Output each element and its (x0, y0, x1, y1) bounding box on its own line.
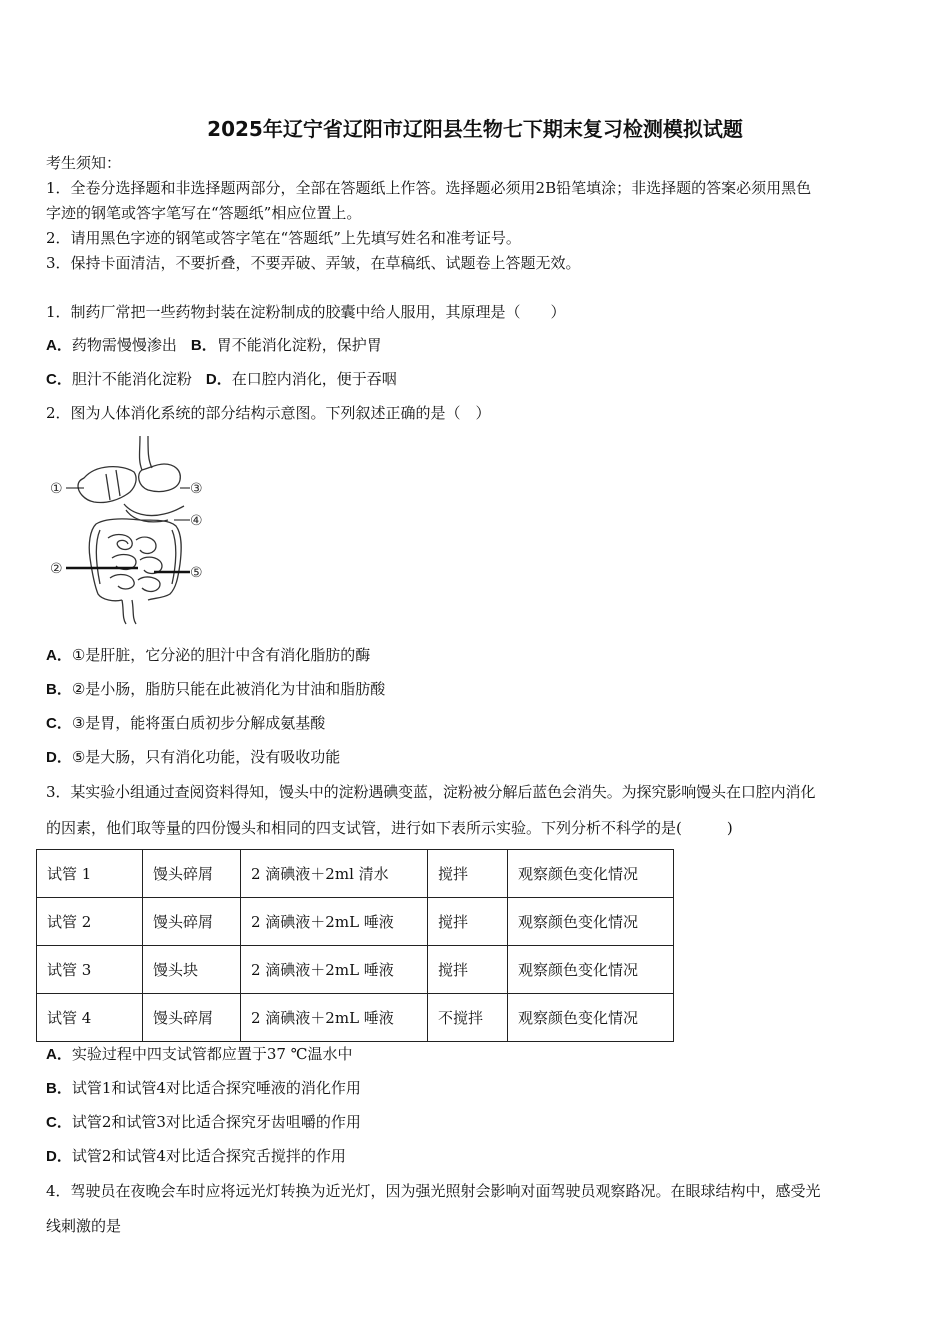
notice-item: 3．保持卡面清洁，不要折叠，不要弄破、弄皱，在草稿纸、试题卷上答题无效。 (46, 254, 581, 272)
question-2-option-a (46, 645, 370, 666)
notice-item: 2．请用黑色字迹的钢笔或答字笔在“答题纸”上先填写姓名和准考证号。 (46, 229, 521, 247)
table-cell: 搅拌 (428, 898, 508, 946)
option-text: 试管2和试管3对比适合探究牙齿咀嚼的作用 (71, 1113, 361, 1131)
table-row (37, 946, 674, 994)
question-2-stem: 2．图为人体消化系统的部分结构示意图。下列叙述正确的是（ ） (46, 404, 491, 422)
table-cell: 2 滴碘液＋2mL 唾液 (241, 898, 428, 946)
option-text: 试管2和试管4对比适合探究舌搅拌的作用 (71, 1147, 346, 1165)
table-cell: 不搅拌 (428, 994, 508, 1042)
notice-item: 字迹的钢笔或答字笔写在“答题纸”相应位置上。 (46, 204, 362, 222)
option-letter: B． (190, 337, 217, 354)
table-cell: 试管 2 (37, 898, 143, 946)
option-text: 药物需慢慢渗出 (71, 336, 177, 354)
figure-label-1: ① (50, 481, 63, 497)
option-text: 试管1和试管4对比适合探究唾液的消化作用 (71, 1079, 361, 1097)
table-cell: 2 滴碘液＋2mL 唾液 (241, 994, 428, 1042)
question-3-option-c (46, 1112, 361, 1133)
question-3-option-d (46, 1146, 346, 1167)
option-letter: D． (46, 749, 72, 766)
table-cell: 馒头块 (143, 946, 241, 994)
option-text: ①是肝脏，它分泌的胆汁中含有消化脂肪的酶 (71, 646, 371, 664)
question-2-option-c (46, 713, 325, 734)
figure-label-5: ⑤ (190, 565, 203, 581)
option-letter: B． (46, 681, 72, 698)
option-letter: C． (46, 715, 72, 732)
stomach-shape (139, 464, 181, 492)
option-text: 胃不能消化淀粉，保护胃 (216, 336, 382, 354)
notice-item: 1．全卷分选择题和非选择题两部分，全部在答题纸上作答。选择题必须用2B铅笔填涂；非选择题的答案必须用黑色 (46, 179, 812, 197)
question-3-option-a (46, 1044, 352, 1065)
question-3-stem-line-1: 3．某实验小组通过查阅资料得知，馒头中的淀粉遇碘变蓝，淀粉被分解后蓝色会消失。为探究影响馒头在口腔内消化 (46, 783, 816, 801)
question-3-stem-line-2: 的因素，他们取等量的四份馒头和相同的四支试管，进行如下表所示实验。下列分析不科学的是( ) (46, 819, 733, 837)
digestive-system-diagram (44, 434, 210, 626)
table-row (37, 898, 674, 946)
notice-heading: 考生须知： (46, 154, 122, 172)
question-1-options-row-1 (46, 335, 382, 356)
figure-label-3: ③ (190, 481, 203, 497)
question-2-option-d (46, 747, 340, 768)
question-1-stem: 1．制药厂常把一些药物封装在淀粉制成的胶囊中给人服用，其原理是（ ） (46, 303, 566, 321)
table-cell: 试管 4 (37, 994, 143, 1042)
option-letter: A． (46, 647, 72, 664)
table-cell: 馒头碎屑 (143, 850, 241, 898)
option-text: ⑤是大肠，只有消化功能，没有吸收功能 (71, 748, 341, 766)
table-row (37, 850, 674, 898)
question-1-options-row-2 (46, 369, 397, 390)
option-text: 胆汁不能消化淀粉 (71, 370, 192, 388)
option-text: 在口腔内消化，便于吞咽 (231, 370, 397, 388)
table-cell: 观察颜色变化情况 (508, 946, 674, 994)
table-cell: 2 滴碘液＋2mL 唾液 (241, 946, 428, 994)
question-3-option-b (46, 1078, 361, 1099)
table-cell: 搅拌 (428, 850, 508, 898)
question-4-stem-line-2: 线刺激的是 (46, 1217, 122, 1235)
esophagus-shape (140, 436, 153, 470)
table-cell: 观察颜色变化情况 (508, 994, 674, 1042)
table-cell: 2 滴碘液＋2ml 清水 (241, 850, 428, 898)
option-text: 实验过程中四支试管都应置于37 ℃温水中 (71, 1045, 353, 1063)
question-4-stem-line-1: 4．驾驶员在夜晚会车时应将远光灯转换为近光灯，因为强光照射会影响对面驾驶员观察路况。在眼球结构中，感受光 (46, 1182, 821, 1200)
option-letter: D． (46, 1148, 72, 1165)
figure-label-2: ② (50, 561, 63, 577)
small-intestine-shape (108, 535, 162, 592)
option-letter: D． (205, 371, 232, 388)
question-2-option-b (46, 679, 385, 700)
option-letter: C． (46, 1114, 72, 1131)
table-row (37, 994, 674, 1042)
page-title: 2025年辽宁省辽阳市辽阳县生物七下期末复习检测模拟试题 (207, 117, 743, 141)
option-letter: C． (46, 371, 72, 388)
option-letter: A． (46, 337, 72, 354)
table-cell: 试管 3 (37, 946, 143, 994)
option-text: ③是胃，能将蛋白质初步分解成氨基酸 (71, 714, 326, 732)
table-cell: 观察颜色变化情况 (508, 898, 674, 946)
option-letter: B． (46, 1080, 72, 1097)
figure-label-4: ④ (190, 513, 203, 529)
experiment-table (36, 849, 674, 1042)
table-cell: 观察颜色变化情况 (508, 850, 674, 898)
table-cell: 搅拌 (428, 946, 508, 994)
table-cell: 馒头碎屑 (143, 898, 241, 946)
option-letter: A． (46, 1046, 72, 1063)
table-cell: 馒头碎屑 (143, 994, 241, 1042)
table-cell: 试管 1 (37, 850, 143, 898)
option-text: ②是小肠，脂肪只能在此被消化为甘油和脂肪酸 (71, 680, 386, 698)
